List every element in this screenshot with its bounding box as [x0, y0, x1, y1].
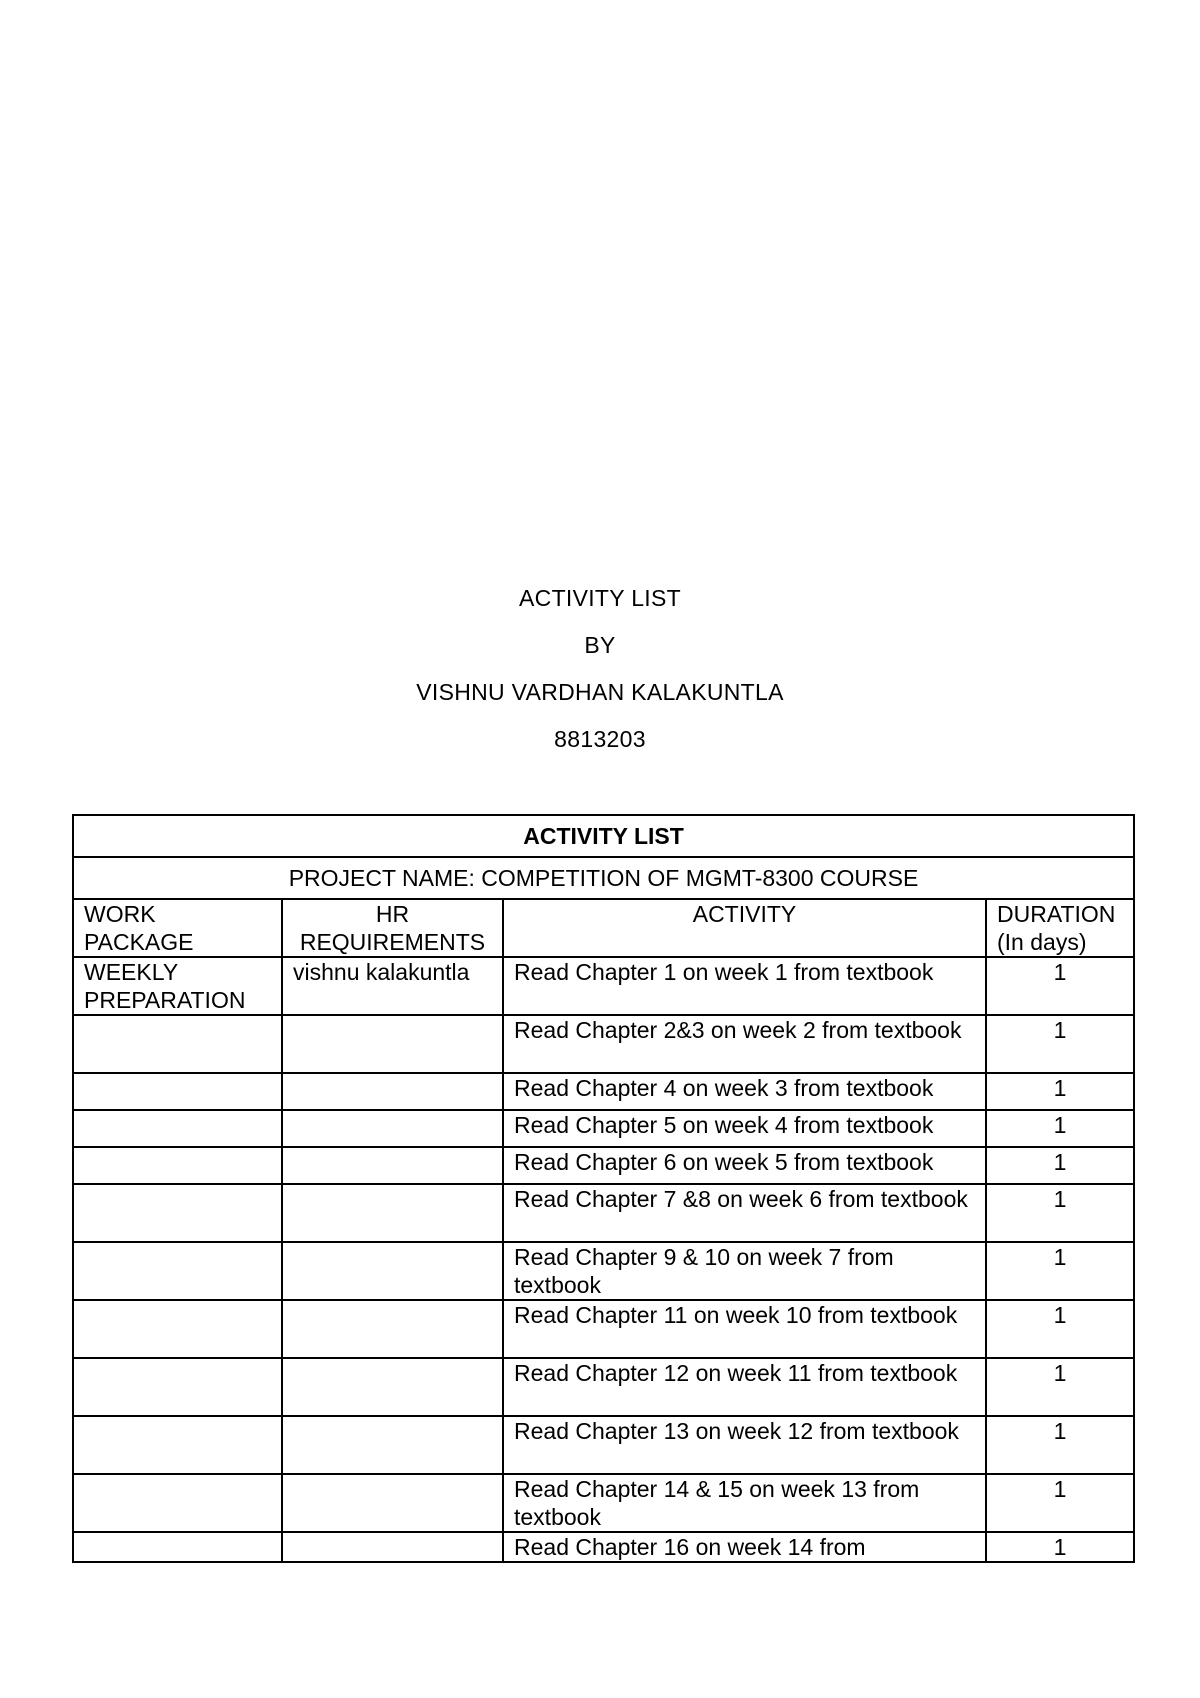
table-row — [73, 1147, 1134, 1184]
cover-by: BY — [584, 632, 616, 658]
cover-student-id: 8813203 — [554, 726, 646, 752]
cell-activity: Read Chapter 11 on week 10 from textbook — [503, 1300, 986, 1358]
project-name-row — [73, 857, 1134, 899]
cover-title: ACTIVITY LIST — [519, 585, 681, 611]
cell-activity: Read Chapter 4 on week 3 from textbook — [503, 1073, 986, 1110]
cell-activity: Read Chapter 13 on week 12 from textbook — [503, 1416, 986, 1474]
table-row — [73, 1416, 1134, 1474]
cell-duration: 1 — [986, 1358, 1134, 1416]
cell-duration: 1 — [986, 1184, 1134, 1242]
cell-hr — [282, 1532, 503, 1562]
table-row — [73, 1300, 1134, 1358]
cell-duration: 1 — [986, 1147, 1134, 1184]
cell-work-package — [73, 1147, 282, 1184]
table-row — [73, 1073, 1134, 1110]
cell-hr — [282, 1358, 503, 1416]
cell-hr — [282, 1242, 503, 1300]
cell-hr — [282, 1015, 503, 1073]
cell-duration: 1 — [986, 1073, 1134, 1110]
header-work-package: WORK PACKAGE — [73, 899, 282, 957]
cell-activity: Read Chapter 6 on week 5 from textbook — [503, 1147, 986, 1184]
table-row — [73, 1474, 1134, 1532]
cell-hr — [282, 1073, 503, 1110]
table-row — [73, 1110, 1134, 1147]
cover-author: VISHNU VARDHAN KALAKUNTLA — [416, 679, 784, 705]
cell-activity: Read Chapter 14 & 15 on week 13 from textbook — [503, 1474, 986, 1532]
cell-work-package — [73, 1532, 282, 1562]
header-activity: ACTIVITY — [503, 899, 986, 957]
table-title-row — [73, 815, 1134, 857]
cell-duration: 1 — [986, 1532, 1134, 1562]
cell-duration: 1 — [986, 1110, 1134, 1147]
table-row — [73, 1015, 1134, 1073]
activity-table — [72, 814, 1135, 1563]
table-row — [73, 1358, 1134, 1416]
header-hr-requirements: HR REQUIREMENTS — [282, 899, 503, 957]
cell-activity: Read Chapter 5 on week 4 from textbook — [503, 1110, 986, 1147]
table-row — [73, 1184, 1134, 1242]
cell-duration: 1 — [986, 1242, 1134, 1300]
cell-hr: vishnu kalakuntla — [282, 957, 503, 1015]
cell-work-package — [73, 1300, 282, 1358]
cell-hr — [282, 1184, 503, 1242]
cell-work-package — [73, 1242, 282, 1300]
cell-activity: Read Chapter 2&3 on week 2 from textbook — [503, 1015, 986, 1073]
cell-work-package — [73, 1474, 282, 1532]
cell-activity: Read Chapter 1 on week 1 from textbook — [503, 957, 986, 1015]
table-row — [73, 1532, 1134, 1562]
cell-work-package — [73, 1358, 282, 1416]
cell-work-package — [73, 1416, 282, 1474]
header-duration: DURATION (In days) — [986, 899, 1134, 957]
cell-work-package — [73, 1073, 282, 1110]
project-name: PROJECT NAME: COMPETITION OF MGMT-8300 COURSE — [73, 857, 1134, 899]
cell-hr — [282, 1147, 503, 1184]
cell-hr — [282, 1474, 503, 1532]
cell-activity: Read Chapter 12 on week 11 from textbook — [503, 1358, 986, 1416]
cell-duration: 1 — [986, 957, 1134, 1015]
cell-hr — [282, 1110, 503, 1147]
cell-duration: 1 — [986, 1474, 1134, 1532]
cell-activity: Read Chapter 9 & 10 on week 7 from textbook — [503, 1242, 986, 1300]
cell-work-package: WEEKLY PREPARATION — [73, 957, 282, 1015]
table-row — [73, 957, 1134, 1015]
header-row — [73, 899, 1134, 957]
cell-work-package — [73, 1184, 282, 1242]
cell-duration: 1 — [986, 1300, 1134, 1358]
cell-hr — [282, 1416, 503, 1474]
table-title: ACTIVITY LIST — [73, 815, 1134, 857]
cover-block — [0, 575, 1200, 763]
cell-activity: Read Chapter 7 &8 on week 6 from textbook — [503, 1184, 986, 1242]
cell-duration: 1 — [986, 1416, 1134, 1474]
cell-activity: Read Chapter 16 on week 14 from — [503, 1532, 986, 1562]
cell-duration: 1 — [986, 1015, 1134, 1073]
cell-work-package — [73, 1110, 282, 1147]
cell-work-package — [73, 1015, 282, 1073]
table-row — [73, 1242, 1134, 1300]
cell-hr — [282, 1300, 503, 1358]
